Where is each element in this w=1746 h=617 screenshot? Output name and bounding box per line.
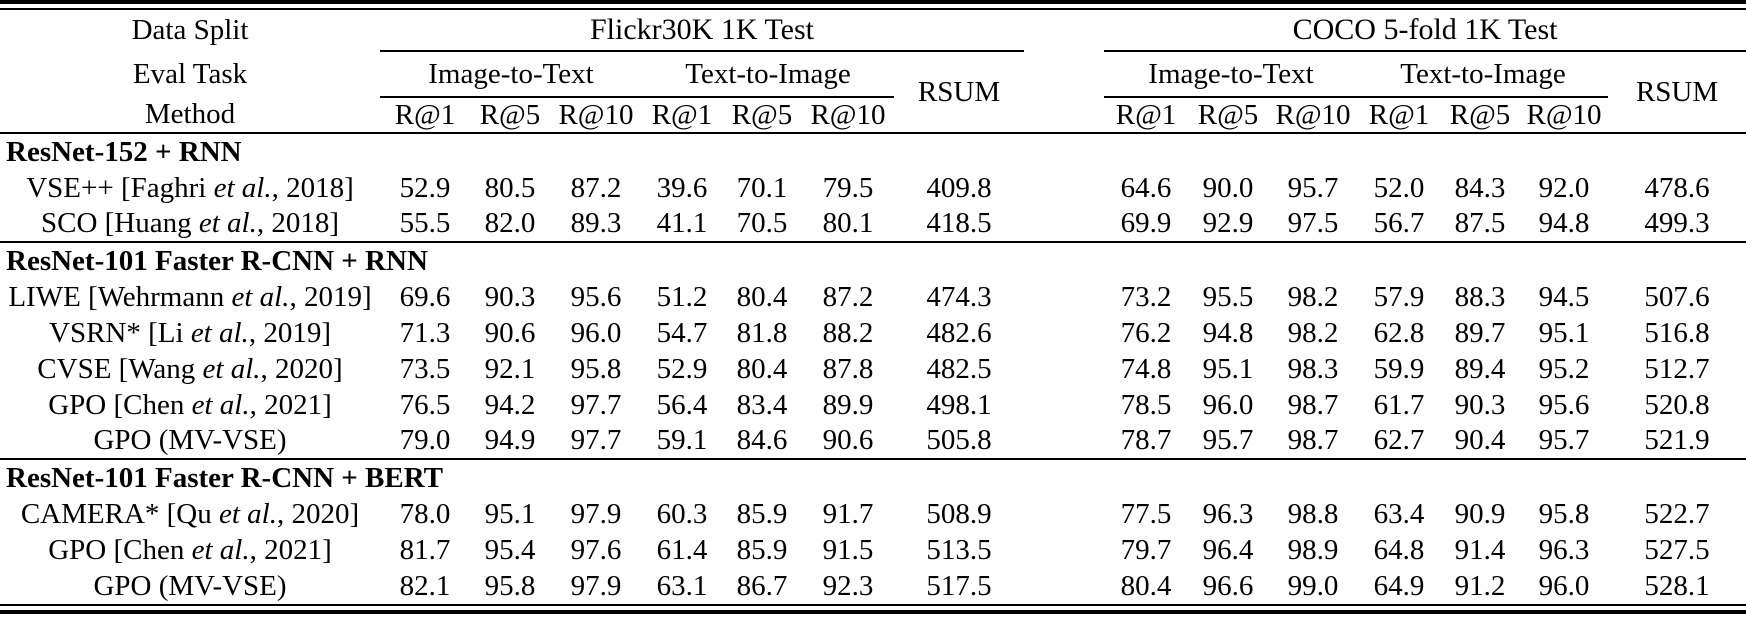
method-name-text: GPO [Chen [48, 388, 192, 421]
metric-cell: 62.7 [1373, 424, 1425, 456]
metric-cell: 96.0 [1538, 569, 1590, 602]
method-name-text: CVSE [Wang [37, 352, 203, 385]
metric-cell: 85.9 [736, 533, 788, 566]
metric-cell: 91.4 [1454, 533, 1506, 566]
metric-cell: 92.0 [1538, 171, 1590, 204]
method-name-text: VSE++ [Faghri [26, 171, 214, 204]
method-year-text: , 2020] [260, 352, 343, 385]
rsum-cell: 516.8 [1644, 316, 1710, 349]
metric-cell: 80.4 [1120, 569, 1172, 602]
method-cell [0, 279, 380, 315]
results-table [0, 10, 1746, 604]
metric-cell: 98.3 [1287, 352, 1339, 385]
metric-cell: 90.6 [484, 316, 536, 349]
rsum-cell: 505.8 [926, 424, 992, 456]
metric-r1: R@1 [380, 97, 470, 133]
rsum-cell: 418.5 [926, 207, 992, 239]
metric-cell: 95.7 [1287, 171, 1339, 204]
metric-cell: 95.8 [1538, 497, 1590, 530]
metric-cell: 97.6 [570, 533, 622, 566]
metric-cell: 89.9 [822, 388, 874, 421]
metric-cell: 76.2 [1120, 316, 1172, 349]
metric-cell: 80.4 [736, 280, 788, 313]
method-year-text: , 2019] [289, 280, 372, 313]
method-name-text: GPO [Chen [48, 533, 192, 566]
metric-cell: 96.0 [1202, 388, 1254, 421]
metric-cell: 87.8 [822, 352, 874, 385]
metric-r10: R@10 [802, 97, 894, 133]
table-row [0, 170, 1746, 206]
metric-cell: 64.9 [1373, 569, 1425, 602]
rsum-cell: 498.1 [926, 388, 992, 421]
metric-cell: 92.1 [484, 352, 536, 385]
metric-cell: 71.3 [399, 316, 451, 349]
metric-cell: 97.9 [570, 497, 622, 530]
metric-cell: 78.0 [399, 497, 451, 530]
metric-cell: 98.8 [1287, 497, 1339, 530]
group-title-flickr30k: Flickr30K 1K Test [380, 10, 1024, 51]
metric-cell: 95.1 [1202, 352, 1254, 385]
header-row-metrics [0, 97, 1746, 133]
metric-cell: 96.3 [1202, 497, 1254, 530]
metric-cell: 89.7 [1454, 316, 1506, 349]
rsum-cell: 474.3 [926, 280, 992, 313]
metric-cell: 79.5 [822, 171, 874, 204]
metric-cell: 95.1 [1538, 316, 1590, 349]
table-row [0, 532, 1746, 568]
metric-cell: 81.8 [736, 316, 788, 349]
method-year-text: , 2018] [271, 171, 354, 204]
metric-cell: 89.4 [1454, 352, 1506, 385]
metric-cell: 91.7 [822, 497, 874, 530]
metric-cell: 84.6 [736, 424, 788, 456]
method-cell [0, 532, 380, 568]
metric-r5: R@5 [470, 97, 550, 133]
metric-cell: 96.4 [1202, 533, 1254, 566]
subgroup-coco-image-to-text: Image-to-Text [1104, 51, 1358, 97]
metric-cell: 87.2 [822, 280, 874, 313]
rsum-cell: 521.9 [1644, 424, 1710, 456]
table-row [0, 387, 1746, 423]
metric-cell: 88.3 [1454, 280, 1506, 313]
table-header [0, 10, 1746, 133]
table-row [0, 351, 1746, 387]
metric-cell: 97.5 [1287, 207, 1339, 239]
metric-cell: 83.4 [736, 388, 788, 421]
metric-cell: 88.2 [822, 316, 874, 349]
metric-cell: 69.6 [399, 280, 451, 313]
metric-cell: 52.0 [1373, 171, 1425, 204]
metric-cell: 89.3 [570, 207, 622, 239]
header-row-evaltask [0, 51, 1746, 97]
metric-cell: 97.7 [570, 424, 622, 456]
metric-cell: 87.2 [570, 171, 622, 204]
metric-cell: 90.9 [1454, 497, 1506, 530]
metric-r5: R@5 [1188, 97, 1268, 133]
metric-cell: 90.3 [484, 280, 536, 313]
metric-r10: R@10 [1268, 97, 1358, 133]
metric-cell: 61.7 [1373, 388, 1425, 421]
rsum-cell: 482.5 [926, 352, 992, 385]
metric-cell: 87.5 [1454, 207, 1506, 239]
metric-r5: R@5 [722, 97, 802, 133]
section-header-row [0, 242, 1746, 279]
rsum-cell: 409.8 [926, 171, 992, 204]
rsum-cell: 478.6 [1644, 171, 1710, 204]
method-name-text: VSRN* [Li [49, 316, 191, 349]
metric-cell: 90.6 [822, 424, 874, 456]
metric-cell: 59.1 [656, 424, 708, 456]
metric-cell: 63.4 [1373, 497, 1425, 530]
table-body [0, 133, 1746, 604]
metric-cell: 82.0 [484, 207, 536, 239]
table-bottom-rule [0, 604, 1746, 614]
table-row [0, 315, 1746, 351]
table-row [0, 568, 1746, 604]
rsum-cell: 527.5 [1644, 533, 1710, 566]
method-year-text: , 2021] [249, 388, 332, 421]
metric-cell: 70.5 [736, 207, 788, 239]
method-cell [0, 206, 380, 242]
metric-cell: 64.8 [1373, 533, 1425, 566]
group-gap [1024, 10, 1104, 51]
section-title: ResNet-101 Faster R-CNN + BERT [0, 459, 1746, 496]
label-rsum-coco: RSUM [1608, 51, 1746, 133]
label-method: Method [0, 97, 380, 133]
metric-cell: 62.8 [1373, 316, 1425, 349]
metric-cell: 90.0 [1202, 171, 1254, 204]
metric-cell: 70.1 [736, 171, 788, 204]
method-cell [0, 315, 380, 351]
metric-cell: 60.3 [656, 497, 708, 530]
metric-cell: 61.4 [656, 533, 708, 566]
table-row [0, 206, 1746, 242]
metric-cell: 80.1 [822, 207, 874, 239]
column-spacer [1024, 279, 1104, 315]
table-top-rule [0, 0, 1746, 10]
label-rsum-flickr: RSUM [894, 51, 1024, 133]
method-cell [0, 387, 380, 423]
metric-cell: 79.7 [1120, 533, 1172, 566]
metric-cell: 95.4 [484, 533, 536, 566]
metric-cell: 80.4 [736, 352, 788, 385]
metric-r1: R@1 [1358, 97, 1440, 133]
metric-cell: 94.9 [484, 424, 536, 456]
metric-cell: 96.6 [1202, 569, 1254, 602]
metric-cell: 63.1 [656, 569, 708, 602]
metric-cell: 95.6 [1538, 388, 1590, 421]
metric-cell: 51.2 [656, 280, 708, 313]
metric-cell: 59.9 [1373, 352, 1425, 385]
column-spacer [1024, 351, 1104, 387]
method-name-text: GPO (MV-VSE) [93, 569, 287, 602]
metric-cell: 95.8 [570, 352, 622, 385]
rsum-cell: 528.1 [1644, 569, 1710, 602]
column-spacer [1024, 170, 1104, 206]
section-title: ResNet-152 + RNN [0, 133, 1746, 170]
rsum-cell: 520.8 [1644, 388, 1710, 421]
column-spacer [1024, 423, 1104, 459]
group-title-coco: COCO 5-fold 1K Test [1104, 10, 1746, 51]
method-etal-text: et al. [213, 171, 272, 204]
metric-cell: 95.7 [1538, 424, 1590, 456]
metric-cell: 97.9 [570, 569, 622, 602]
table-row [0, 279, 1746, 315]
metric-cell: 96.0 [570, 316, 622, 349]
metric-cell: 82.1 [399, 569, 451, 602]
metric-cell: 94.8 [1202, 316, 1254, 349]
method-etal-text: et al. [191, 388, 250, 421]
method-cell [0, 568, 380, 604]
metric-cell: 73.5 [399, 352, 451, 385]
metric-cell: 92.3 [822, 569, 874, 602]
rsum-cell: 482.6 [926, 316, 992, 349]
column-spacer [1024, 206, 1104, 242]
label-eval-task: Eval Task [132, 57, 248, 90]
method-cell [0, 170, 380, 206]
metric-cell: 64.6 [1120, 171, 1172, 204]
metric-cell: 97.7 [570, 388, 622, 421]
method-name-text: SCO [Huang [40, 207, 199, 239]
metric-cell: 55.5 [399, 207, 451, 239]
rsum-cell: 513.5 [926, 533, 992, 566]
metric-cell: 98.9 [1287, 533, 1339, 566]
method-cell [0, 351, 380, 387]
metric-cell: 95.8 [484, 569, 536, 602]
metric-cell: 81.7 [399, 533, 451, 566]
metric-cell: 98.7 [1287, 388, 1339, 421]
metric-cell: 95.7 [1202, 424, 1254, 456]
metric-cell: 69.9 [1120, 207, 1172, 239]
column-spacer [1024, 568, 1104, 604]
metric-cell: 94.2 [484, 388, 536, 421]
method-etal-text: et al. [191, 533, 250, 566]
metric-cell: 99.0 [1287, 569, 1339, 602]
section-header-row [0, 459, 1746, 496]
metric-cell: 85.9 [736, 497, 788, 530]
table-row [0, 496, 1746, 532]
metric-cell: 78.7 [1120, 424, 1172, 456]
rsum-cell: 507.6 [1644, 280, 1710, 313]
label-data-split: Data Split [131, 14, 249, 46]
method-etal-text: et al. [190, 316, 249, 349]
metric-cell: 91.5 [822, 533, 874, 566]
method-etal-text: et al. [202, 352, 261, 385]
metric-cell: 80.5 [484, 171, 536, 204]
rsum-cell: 522.7 [1644, 497, 1710, 530]
metric-cell: 78.5 [1120, 388, 1172, 421]
column-spacer [1024, 496, 1104, 532]
metric-cell: 98.2 [1287, 316, 1339, 349]
metric-cell: 41.1 [656, 207, 708, 239]
metric-cell: 57.9 [1373, 280, 1425, 313]
metric-cell: 52.9 [656, 352, 708, 385]
method-name-text: GPO (MV-VSE) [93, 424, 287, 456]
metric-cell: 56.4 [656, 388, 708, 421]
metric-cell: 90.4 [1454, 424, 1506, 456]
rsum-cell: 517.5 [926, 569, 992, 602]
metric-cell: 76.5 [399, 388, 451, 421]
metric-cell: 73.2 [1120, 280, 1172, 313]
method-name-text: LIWE [Wehrmann [8, 280, 232, 313]
method-year-text: , 2020] [277, 497, 360, 530]
method-cell [0, 496, 380, 532]
column-spacer [1024, 532, 1104, 568]
method-etal-text: et al. [219, 497, 277, 530]
subgroup-flickr-image-to-text: Image-to-Text [380, 51, 642, 97]
metric-cell: 52.9 [399, 171, 451, 204]
metric-r1: R@1 [642, 97, 722, 133]
column-spacer [1024, 315, 1104, 351]
metric-cell: 94.5 [1538, 280, 1590, 313]
rsum-cell: 508.9 [926, 497, 992, 530]
rsum-cell: 512.7 [1644, 352, 1710, 385]
subgroup-coco-text-to-image: Text-to-Image [1358, 51, 1608, 97]
section-header-row [0, 133, 1746, 170]
method-year-text: , 2018] [256, 207, 340, 239]
section-title: ResNet-101 Faster R-CNN + RNN [0, 242, 1746, 279]
method-etal-text: et al. [231, 280, 290, 313]
subgroup-flickr-text-to-image: Text-to-Image [642, 51, 894, 97]
metric-cell: 95.6 [570, 280, 622, 313]
metric-cell: 84.3 [1454, 171, 1506, 204]
method-etal-text: et al. [198, 207, 257, 239]
metric-r5: R@5 [1440, 97, 1520, 133]
metric-cell: 77.5 [1120, 497, 1172, 530]
metric-r10: R@10 [550, 97, 642, 133]
table-row [0, 423, 1746, 459]
metric-cell: 98.7 [1287, 424, 1339, 456]
metric-cell: 92.9 [1202, 207, 1254, 239]
metric-r10: R@10 [1520, 97, 1608, 133]
metric-cell: 96.3 [1538, 533, 1590, 566]
metric-cell: 74.8 [1120, 352, 1172, 385]
metric-cell: 54.7 [656, 316, 708, 349]
metric-cell: 98.2 [1287, 280, 1339, 313]
header-row-datasplit [0, 10, 1746, 51]
metric-cell: 95.5 [1202, 280, 1254, 313]
metric-r1: R@1 [1104, 97, 1188, 133]
metric-cell: 56.7 [1373, 207, 1425, 239]
rsum-cell: 499.3 [1644, 207, 1710, 239]
method-year-text: , 2019] [248, 316, 331, 349]
group-gap [1024, 51, 1104, 133]
method-year-text: , 2021] [249, 533, 332, 566]
metric-cell: 95.1 [484, 497, 536, 530]
metric-cell: 39.6 [656, 171, 708, 204]
metric-cell: 86.7 [736, 569, 788, 602]
method-name-text: CAMERA* [Qu [20, 497, 219, 530]
metric-cell: 90.3 [1454, 388, 1506, 421]
metric-cell: 91.2 [1454, 569, 1506, 602]
method-cell [0, 423, 380, 459]
metric-cell: 79.0 [399, 424, 451, 456]
metric-cell: 94.8 [1538, 207, 1590, 239]
metric-cell: 95.2 [1538, 352, 1590, 385]
column-spacer [1024, 387, 1104, 423]
